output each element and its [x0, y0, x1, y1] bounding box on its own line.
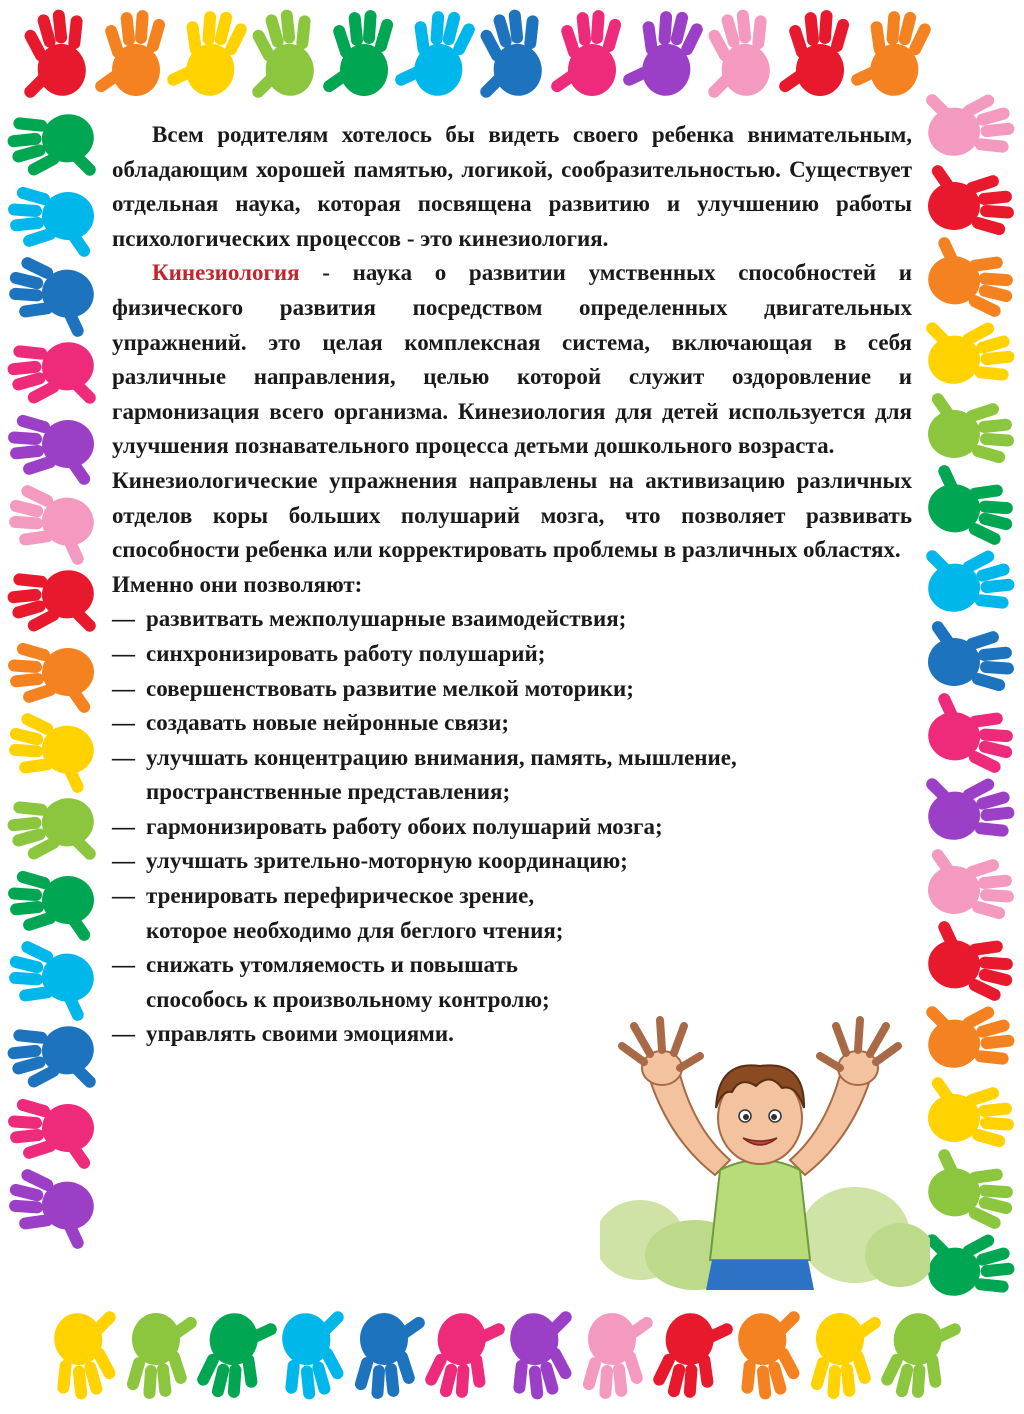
dash-marker: — — [112, 952, 135, 978]
list-item-text: гармонизировать работу обоих полушарий мозга; — [146, 813, 663, 839]
intro-term: кинезиология. — [458, 225, 609, 251]
dash-marker: — — [112, 1021, 135, 1047]
handprint-icon — [321, 10, 395, 96]
handprint-icon — [93, 10, 167, 96]
dash-marker: — — [112, 813, 135, 839]
right-hand — [820, 1020, 898, 1085]
handprint-icon — [272, 1306, 360, 1404]
handprint-icon — [193, 1308, 281, 1406]
dash-marker: — — [112, 710, 135, 736]
definition-term: Кинезиология — [152, 260, 300, 286]
list-item — [112, 672, 912, 707]
handprint-icon — [582, 1313, 656, 1399]
handprint-icon — [921, 307, 1019, 395]
handprint-icon — [8, 1098, 94, 1172]
handprint-icon — [3, 560, 101, 648]
handprint-icon — [928, 1075, 1014, 1149]
list-intro: Именно они позволяют: — [112, 571, 363, 597]
list-item-text: создавать новые нейронные связи; — [146, 710, 510, 736]
handprint-icon — [777, 10, 851, 96]
handprint-icon — [928, 163, 1014, 237]
handprint-icon — [9, 5, 97, 103]
dash-marker: — — [112, 606, 135, 632]
handprint-icon — [126, 1313, 200, 1399]
handprint-icon — [693, 5, 781, 103]
handprint-icon — [921, 763, 1019, 851]
boy-illustration — [600, 1010, 930, 1290]
handprint-icon — [1, 481, 99, 569]
list-item — [112, 1017, 596, 1052]
list-item-text: совершенствовать развитие мелкой моторики; — [146, 675, 634, 701]
handprint-icon — [928, 391, 1014, 465]
handprint-icon — [847, 3, 935, 101]
list-item — [112, 706, 912, 741]
handprint-icon — [3, 1016, 101, 1104]
handprint-icon — [549, 10, 623, 96]
exercises-paragraph: Кинезиологические упражнения направлены на активизацию различных отделов коры больших полушарий мозга, что позволяет развивать способности ребенка или корректировать проблемы в различных областях. — [112, 467, 912, 563]
list-item-text: синхронизировать работу полушарий; — [146, 640, 546, 666]
list-item-text: улучшать концентрацию внимания, память, мышление, пространственные представления; — [146, 744, 737, 805]
handprint-icon — [465, 5, 553, 103]
handprint-icon — [923, 233, 1021, 321]
handprint-icon — [1, 709, 99, 797]
list-item — [112, 602, 912, 637]
handprint-icon — [3, 104, 101, 192]
handprint-icon — [649, 1308, 737, 1406]
handprint-icon — [3, 332, 101, 420]
handprint-icon — [877, 1308, 965, 1406]
list-item — [112, 948, 596, 1017]
benefits-list — [112, 602, 912, 1052]
list-item-text: тренировать перефирическое зрение, которое необходимо для беглого чтения; — [146, 883, 564, 943]
definition-paragraph — [112, 256, 912, 464]
list-item-text: развитвать межполушарные взаимодействия; — [146, 606, 627, 632]
dash-marker: — — [112, 640, 135, 666]
handprint-icon — [8, 186, 94, 260]
handprint-icon — [923, 689, 1021, 777]
handprint-icon — [500, 1306, 588, 1404]
dash-marker: — — [112, 848, 135, 874]
list-item-text: улучшать зрительно-моторную координацию; — [146, 848, 628, 874]
intro-text: Всем родителям хотелось бы видеть своего ребенка внимательным, обладающим хорошей памятью, логикой, сообразительностью. Существует отдельная наука, которая посвящена развитию и улучшению работы психологических процессов - это — [112, 122, 912, 251]
handprint-icon — [921, 1219, 1019, 1307]
handprint-icon — [3, 788, 101, 876]
handprint-icon — [619, 3, 707, 101]
list-item-text: снижать утомляемость и повышать способось к произвольному контролю; — [146, 952, 550, 1012]
handprint-icon — [421, 1308, 509, 1406]
handprint-icon — [8, 642, 94, 716]
handprint-icon — [921, 79, 1019, 167]
handprint-icon — [921, 535, 1019, 623]
handprint-icon — [8, 870, 94, 944]
definition-text: - наука о развитии умственных способностей и физического развития посредством определенных двигательных упражнений. это целая комплексная система, включающая в себя различные направления, целью которой служит оздоровление и гармонизация всего организма. Кинезиология для детей используется для улучшения познавательного процесса детьми дошкольного возраста. — [112, 260, 912, 459]
handprint-icon — [928, 619, 1014, 693]
handprint-icon — [1, 253, 99, 341]
list-item — [112, 879, 596, 948]
handprint-icon — [237, 5, 325, 103]
handprint-icon — [1, 1165, 99, 1253]
list-item — [112, 810, 912, 845]
dash-marker: — — [112, 744, 135, 770]
handprint-icon — [354, 1313, 428, 1399]
dash-marker: — — [112, 883, 135, 909]
handprint-icon — [1, 937, 99, 1025]
handprint-icon — [928, 847, 1014, 921]
left-hand — [622, 1020, 700, 1085]
handprint-icon — [391, 3, 479, 101]
list-item — [112, 741, 912, 810]
handprint-icon — [8, 414, 94, 488]
list-item — [112, 844, 912, 879]
handprint-icon — [728, 1306, 816, 1404]
list-item-text: управлять своими эмоциями. — [146, 1021, 454, 1047]
handprint-icon — [163, 3, 251, 101]
handprint-icon — [923, 461, 1021, 549]
handprint-icon — [810, 1313, 884, 1399]
handprint-icon — [44, 1306, 132, 1404]
handprint-icon — [923, 1145, 1021, 1233]
handprint-icon — [921, 991, 1019, 1079]
dash-marker: — — [112, 675, 135, 701]
list-item — [112, 637, 912, 672]
article-text — [112, 118, 912, 1052]
handprint-icon — [923, 917, 1021, 1005]
intro-paragraph — [112, 118, 912, 256]
